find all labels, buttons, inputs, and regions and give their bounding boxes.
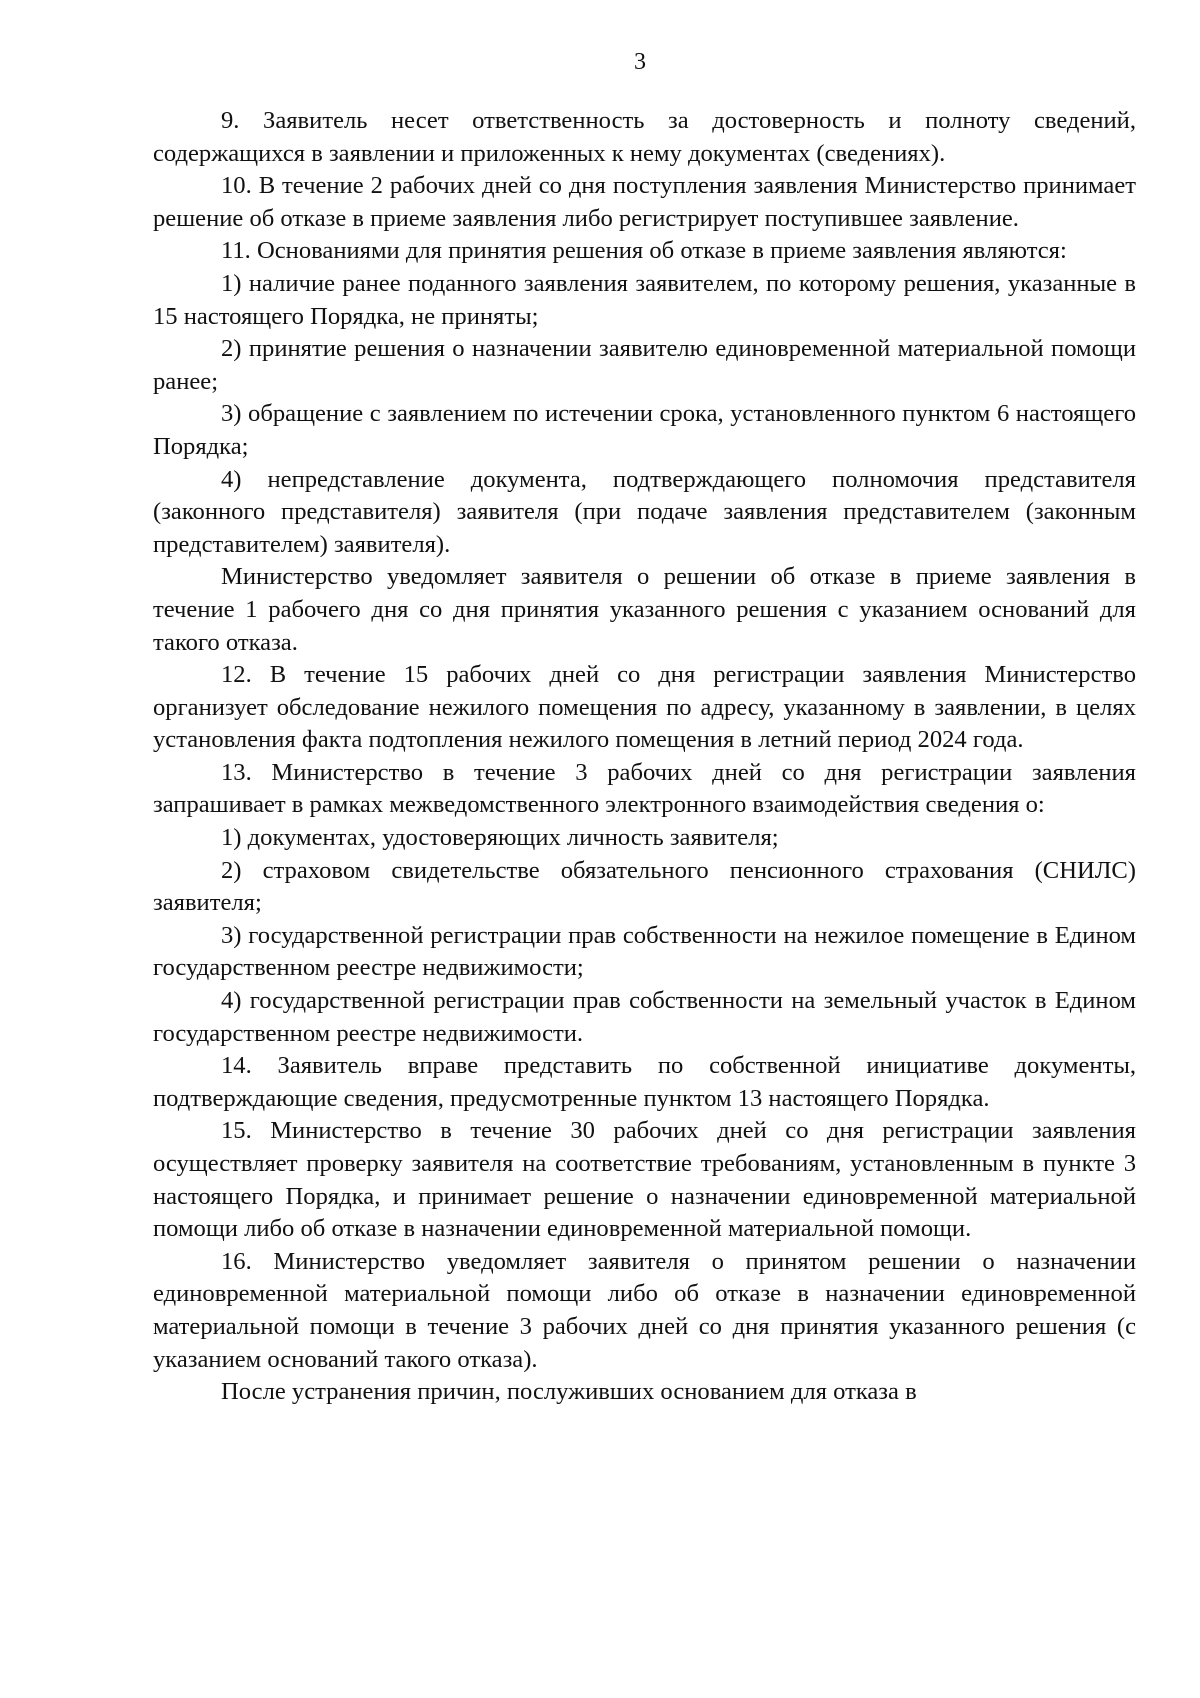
paragraph-13: 13. Министерство в течение 3 рабочих дней со дня регистрации заявления запрашивает в рамках межведомственного электронного взаимодействия сведения о:	[153, 758, 1136, 819]
list-item-11-3: 3) обращение с заявлением по истечении срока, установленного пунктом 6 настоящего Порядка;	[153, 400, 1136, 460]
paragraph-14: 14. Заявитель вправе представить по собственной инициативе документы, подтверждающие сведения, предусмотренные пунктом 13 настоящего Порядка.	[153, 1052, 1136, 1112]
paragraph-11-notice: Министерство уведомляет заявителя о решении об отказе в приеме заявления в течение 1 рабочего дня со дня принятия указанного решения с указанием оснований для такого отказа.	[153, 563, 1136, 656]
paragraph-9: 9. Заявитель несет ответственность за достоверность и полноту сведений, содержащихся в заявлении и приложенных к нему документах (сведениях).	[153, 107, 1136, 167]
list-item-13-2: 2) страховом свидетельстве обязательного пенсионного страхования (СНИЛС) заявителя;	[153, 856, 1136, 917]
paragraph-10: 10. В течение 2 рабочих дней со дня поступления заявления Министерство принимает решение об отказе в приеме заявления либо регистрирует поступившее заявление.	[153, 172, 1136, 232]
paragraph-16-continuation: После устранения причин, послуживших основанием для отказа в	[221, 1378, 917, 1406]
list-item-11-4: 4) непредставление документа, подтверждающего полномочия представителя (законного представителя) заявителя (при подаче заявления представителем (законным представителем) заявителя).	[153, 465, 1136, 558]
list-item-11-1: 1) наличие ранее поданного заявления заявителем, по которому решения, указанные в 15 настоящего Порядка, не приняты;	[153, 269, 1136, 330]
list-item-11-2: 2) принятие решения о назначении заявителю единовременной материальной помощи ранее;	[153, 335, 1136, 395]
list-item-13-1: 1) документах, удостоверяющих личность заявителя;	[221, 824, 779, 852]
paragraph-15: 15. Министерство в течение 30 рабочих дней со дня регистрации заявления осуществляет проверку заявителя на соответствие требованиям, установленным в пункте 3 настоящего Порядка, и принимает решение о назначении единовременной материальной помощи либо об отказе в назначении единовременной материальной помощи.	[153, 1117, 1136, 1243]
paragraph-12: 12. В течение 15 рабочих дней со дня регистрации заявления Министерство организует обследование нежилого помещения по адресу, указанному в заявлении, в целях установления факта подтопления нежилого помещения в летний период 2024 года.	[153, 661, 1136, 754]
document-body	[153, 105, 1136, 1409]
paragraph-11: 11. Основаниями для принятия решения об отказе в приеме заявления являются:	[221, 237, 1067, 265]
list-item-13-4: 4) государственной регистрации прав собственности на земельный участок в Едином государственном реестре недвижимости.	[153, 987, 1136, 1047]
list-item-13-3: 3) государственной регистрации прав собственности на нежилое помещение в Едином государственном реестре недвижимости;	[153, 921, 1136, 982]
paragraph-16: 16. Министерство уведомляет заявителя о принятом решении о назначении единовременной материальной помощи либо об отказе в назначении единовременной материальной помощи в течение 3 рабочих дней со дня принятия указанного решения (с указанием оснований такого отказа).	[153, 1247, 1136, 1373]
page-number: 3	[634, 49, 646, 75]
